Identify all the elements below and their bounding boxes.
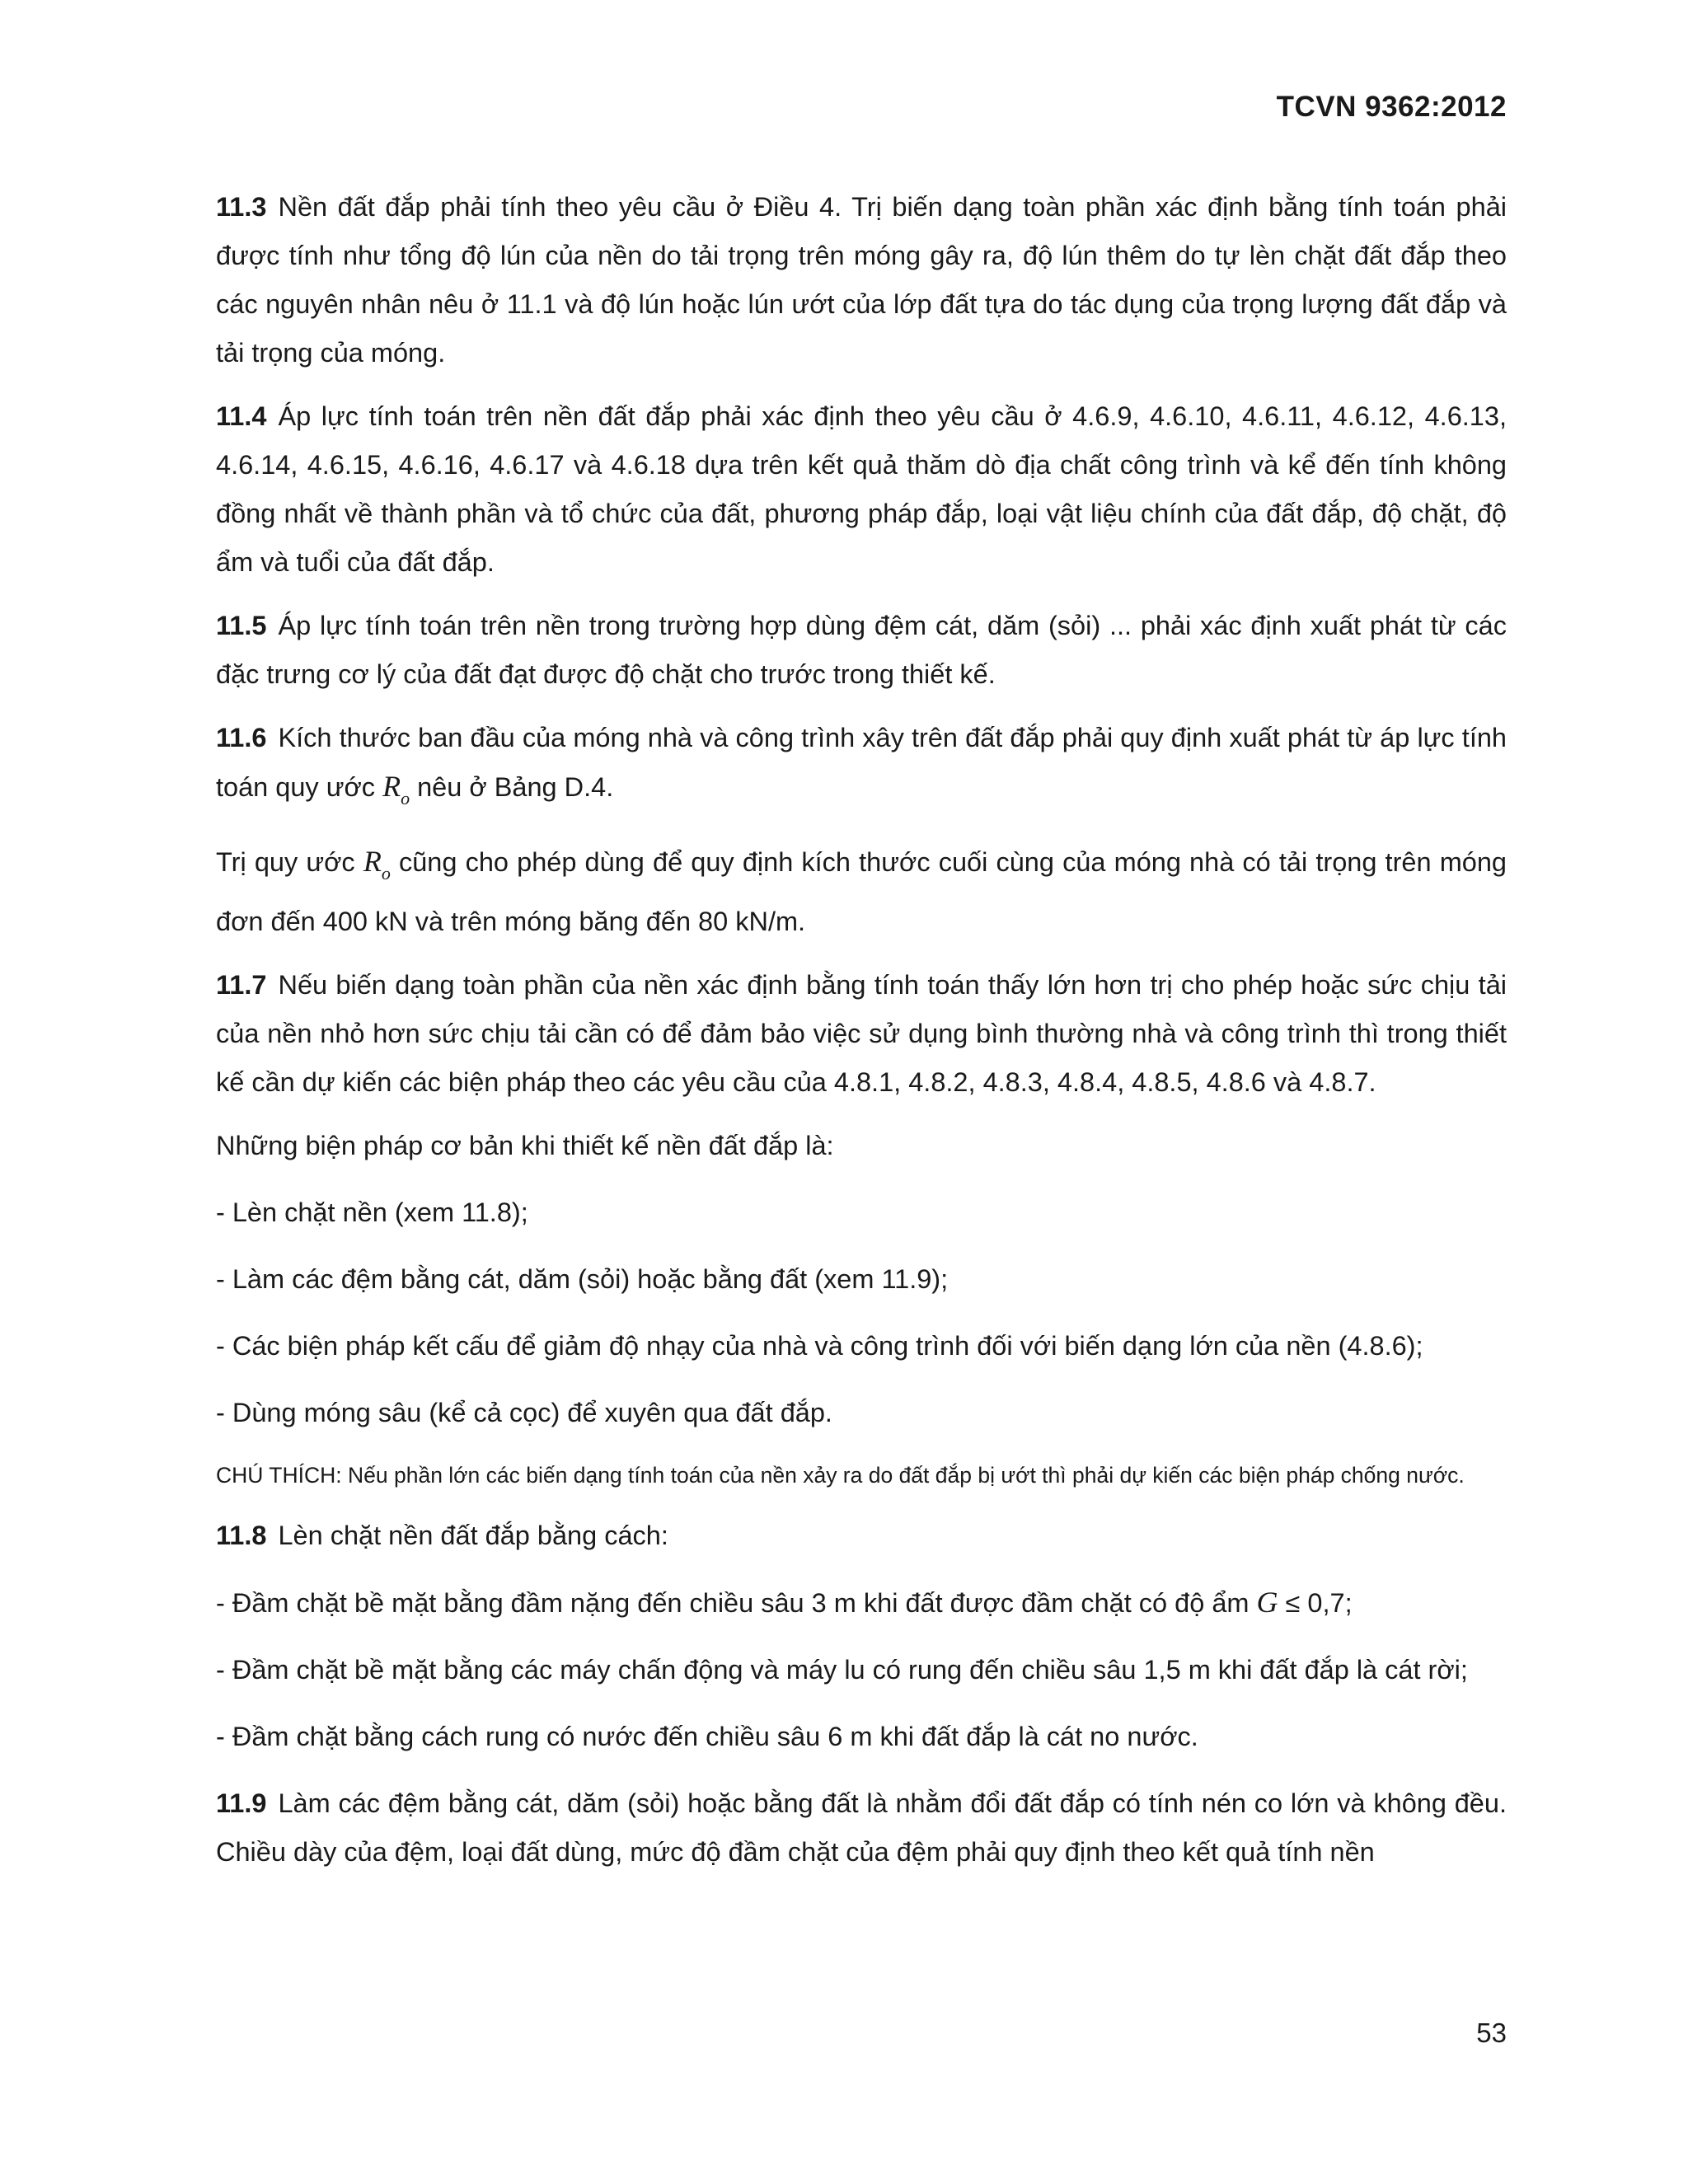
note-text: Nếu phần lớn các biến dạng tính toán của nền xảy ra do đất đắp bị ướt thì phải dự kiến các biện pháp chống nước. — [348, 1463, 1465, 1488]
compaction-item: - Đầm chặt bề mặt bằng đầm nặng đến chiều sâu 3 m khi đất được đầm chặt có độ ẩm G ≤ 0,7; — [216, 1586, 1353, 1619]
measures-intro: Những biện pháp cơ bản khi thiết kế nền đất đắp là: — [216, 1131, 834, 1160]
clause-text: Áp lực tính toán trên nền đất đắp phải xác định theo yêu cầu ở 4.6.9, 4.6.10, 4.6.11, 4.6.12, 4.6.13, 4.6.14, 4.6.15, 4.6.16, 4.6.17 và 4.6.18 dựa trên kết quả thăm dò địa chất công trình và kể đến tính không đồng nhất về thành phần và tổ chức của đất, phương pháp đắp, loại vật liệu chính của đất đắp, độ chặt, độ ẩm và tuổi của đất đắp. — [216, 401, 1507, 577]
clause-11-7 — [216, 961, 1507, 1107]
clause-number: 11.7 — [216, 970, 267, 1000]
clause-number: 11.8 — [216, 1521, 267, 1550]
measure-item: - Các biện pháp kết cấu để giảm độ nhạy của nhà và công trình đối với biến dạng lớn của nền (4.8.6); — [216, 1331, 1423, 1361]
compaction-item: - Đầm chặt bằng cách rung có nước đến chiều sâu 6 m khi đất đắp là cát no nước. — [216, 1722, 1198, 1751]
clause-text-cont: nêu ở Bảng D.4. — [417, 772, 614, 802]
clause-number: 11.5 — [216, 611, 267, 640]
clause-11-4 — [216, 392, 1507, 587]
measure-item: - Làm các đệm bằng cát, dăm (sỏi) hoặc bằng đất (xem 11.9); — [216, 1264, 949, 1294]
clause-text: Kích thước ban đầu của móng nhà và công trình xây trên đất đắp phải quy định xuất phát từ áp lực tính toán quy ước — [216, 723, 1507, 802]
page-number: 53 — [1476, 2018, 1507, 2048]
clause-11-6 — [216, 714, 1507, 823]
note — [216, 1455, 1507, 1495]
variable-g: G — [1256, 1586, 1278, 1619]
note-label: CHÚ THÍCH: — [216, 1463, 342, 1488]
variable-r0: $R_o$ — [382, 770, 410, 808]
clause-number: 11.3 — [216, 192, 267, 222]
clause-text: Làm các đệm bằng cát, dăm (sỏi) hoặc bằng đất là nhằm đổi đất đắp có tính nén co lớn và không đều. Chiều dày của đệm, loại đất dùng, mức độ đầm chặt của đệm phải quy định theo kết quả tính nền — [216, 1788, 1507, 1867]
standard-code-header: TCVN 9362:2012 — [1276, 91, 1507, 123]
clause-number: 11.9 — [216, 1788, 267, 1818]
clause-11-3 — [216, 183, 1507, 377]
clause-text: Lèn chặt nền đất đắp bằng cách: — [278, 1521, 668, 1550]
clause-number: 11.4 — [216, 401, 267, 431]
clause-text: Nền đất đắp phải tính theo yêu cầu ở Điều 4. Trị biến dạng toàn phần xác định bằng tính toán phải được tính như tổng độ lún của nền do tải trọng trên móng gây ra, độ lún thêm do tự lèn chặt đất đắp theo các nguyên nhân nêu ở 11.1 và độ lún hoặc lún ướt của lớp đất tựa do tác dụng của trọng lượng đất đắp và tải trọng của móng. — [216, 192, 1507, 368]
clause-text: Nếu biến dạng toàn phần của nền xác định bằng tính toán thấy lớn hơn trị cho phép hoặc sức chịu tải của nền nhỏ hơn sức chịu tải cần có để đảm bảo việc sử dụng bình thường nhà và công trình thì trong thiết kế cần dự kiến các biện pháp theo các yêu cầu của 4.8.1, 4.8.2, 4.8.3, 4.8.4, 4.8.5, 4.8.6 và 4.8.7. — [216, 970, 1507, 1097]
clause-number: 11.6 — [216, 723, 267, 752]
clause-text: Áp lực tính toán trên nền trong trường hợp dùng đệm cát, dăm (sỏi) ... phải xác định xuất phát từ các đặc trưng cơ lý của đất đạt được độ chặt cho trước trong thiết kế. — [216, 611, 1507, 689]
variable-r0: $R_o$ — [363, 845, 391, 883]
clause-11-8 — [216, 1511, 1507, 1560]
clause-11-6-continuation: Trị quy ước $R_o$ cũng cho phép dùng để quy định kích thước cuối cùng của móng nhà có tải trọng trên móng đơn đến 400 kN và trên móng băng đến 80 kN/m. — [216, 845, 1507, 936]
clause-11-9 — [216, 1779, 1507, 1877]
measure-item: - Lèn chặt nền (xem 11.8); — [216, 1197, 528, 1227]
measure-item: - Dùng móng sâu (kể cả cọc) để xuyên qua đất đắp. — [216, 1398, 832, 1427]
compaction-item: - Đầm chặt bề mặt bằng các máy chấn động và máy lu có rung đến chiều sâu 1,5 m khi đất đắp là cát rời; — [216, 1655, 1468, 1685]
clause-11-5 — [216, 602, 1507, 699]
document-page — [216, 0, 1507, 2184]
document-body — [216, 183, 1507, 1891]
